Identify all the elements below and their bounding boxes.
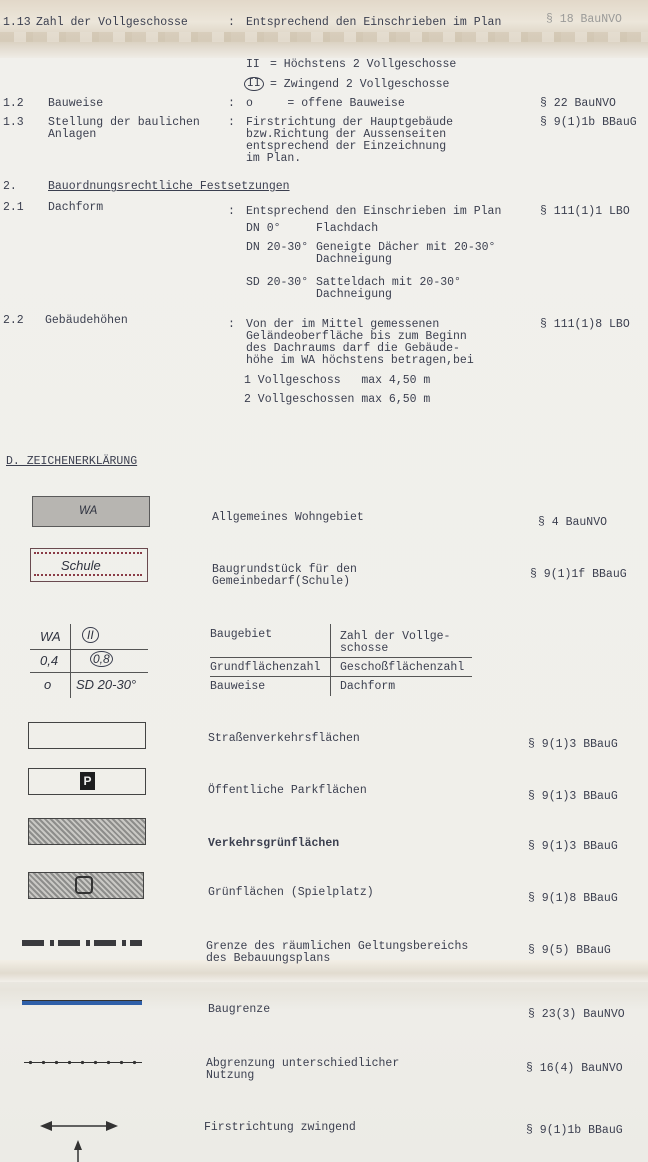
row-1-2-number: 1.2 (3, 97, 24, 110)
baugrenze-reference: § 23(3) BauNVO (528, 1008, 625, 1021)
row-1-13-label: Zahl der Vollgeschosse (36, 16, 188, 29)
schule-symbol-label: Schule (61, 558, 101, 573)
row-1-3-colon: : (228, 116, 235, 129)
baugrenze-line-symbol (22, 1000, 142, 1005)
height-one-storey: 1 Vollgeschoss max 4,50 m (244, 374, 431, 387)
schule-symbol-box (30, 548, 148, 582)
baugrenze-text: Baugrenze (208, 1003, 271, 1016)
nutzungsschablone-matrix (30, 624, 148, 698)
row-2-2-reference: § 111(1)8 LBO (540, 318, 630, 331)
row-2-1-number: 2.1 (3, 201, 24, 214)
abgrenzung-text-line2: Nutzung (206, 1069, 255, 1082)
ii-circle-text: = Zwingend 2 Vollgeschosse (270, 78, 450, 91)
verkehrsgruen-symbol-box (28, 818, 146, 845)
section-2-heading: Bauordnungsrechtliche Festsetzungen (48, 180, 290, 193)
row-2-2-text-line1: Von der im Mittel gemessenen (246, 318, 440, 331)
abgrenzung-line-symbol (24, 1060, 142, 1066)
matrix-grz: 0,4 (40, 653, 59, 668)
park-text: Öffentliche Parkflächen (208, 784, 367, 797)
row-1-13-number: 1.13 (3, 16, 31, 29)
wa-reference: § 4 BauNVO (538, 516, 608, 529)
roof-desc: Geneigte Dächer mit 20-30° (316, 241, 496, 254)
top-fold-strip (0, 0, 648, 58)
abgrenzung-text-line1: Abgrenzung unterschiedlicher (206, 1057, 400, 1070)
row-1-3-label-line1: Stellung der baulichen (48, 116, 200, 129)
geltungsbereich-text-line2: des Bebauungsplans (206, 952, 331, 965)
roof-desc-line2: Dachneigung (316, 288, 392, 301)
table-vollgeschosse-line1: Zahl der Vollge- (340, 630, 451, 643)
table-geschossflaechenzahl: Geschoßflächenzahl (340, 661, 465, 674)
legend-heading: D. ZEICHENERKLÄRUNG (6, 455, 138, 468)
verkehrsgruen-reference: § 9(1)3 BBauG (528, 840, 618, 853)
row-1-13-text: Entsprechend den Einschrieben im Plan (246, 16, 502, 29)
park-reference: § 9(1)3 BBauG (528, 790, 618, 803)
parking-symbol-box (28, 768, 146, 795)
table-baugebiet: Baugebiet (210, 628, 273, 641)
section-2-number: 2. (3, 180, 17, 193)
row-2-2-number: 2.2 (3, 314, 24, 327)
matrix-bauweise: o (44, 677, 52, 692)
parking-icon: P (80, 772, 95, 790)
roof-desc-line2: Dachneigung (316, 253, 392, 266)
matrix-explanation-table (210, 624, 472, 698)
roof-code: DN 20-30° (246, 241, 309, 254)
row-1-13-reference: § 18 BauNVO (546, 13, 622, 26)
matrix-dachform: SD 20-30° (76, 677, 137, 692)
firstrichtung-arrow-icon (40, 1112, 120, 1162)
wa-text: Allgemeines Wohngebiet (212, 511, 364, 524)
geltungsbereich-line-symbol (22, 940, 142, 946)
gruenflaeche-symbol-box (28, 872, 144, 899)
wa-symbol-label: WA (79, 505, 98, 517)
roof-code: DN 0° (246, 222, 281, 235)
matrix-gfz: 0,8 (90, 651, 113, 667)
schule-text-line2: Gemeinbedarf(Schule) (212, 575, 351, 588)
row-1-2-colon: : (228, 97, 235, 110)
row-2-1-text: Entsprechend den Einschrieben im Plan (246, 205, 502, 218)
row-1-3-text-line4: im Plan. (246, 152, 302, 165)
ii-symbol: II (246, 58, 260, 71)
row-1-3-label-line2: Anlagen (48, 128, 97, 141)
table-grundflaechenzahl: Grundflächenzahl (210, 661, 321, 674)
row-2-2-text-line4: höhe im WA höchstens betragen,bei (246, 354, 474, 367)
schule-reference: § 9(1)1f BBauG (530, 568, 627, 581)
table-dachform: Dachform (340, 680, 396, 693)
row-1-2-reference: § 22 BauNVO (540, 97, 616, 110)
row-1-3-text-line1: Firstrichtung der Hauptgebäude (246, 116, 454, 129)
table-vollgeschosse-line2: schosse (340, 642, 389, 655)
row-1-13-colon: : (228, 16, 235, 29)
firstrichtung-reference: § 9(1)1b BBauG (526, 1124, 623, 1137)
row-1-2-label: Bauweise (48, 97, 104, 110)
ii-text: = Höchstens 2 Vollgeschosse (270, 58, 457, 71)
verkehrsgruen-text: Verkehrsgrünflächen (208, 837, 340, 850)
roof-desc: Flachdach (316, 222, 379, 235)
row-2-2-label: Gebäudehöhen (45, 314, 128, 327)
gruenflaeche-text: Grünflächen (Spielplatz) (208, 886, 374, 899)
strasse-symbol-box (28, 722, 146, 749)
row-2-2-text-line2: Geländeoberfläche bis zum Beginn (246, 330, 467, 343)
table-bauweise: Bauweise (210, 680, 266, 693)
geltungsbereich-reference: § 9(5) BBauG (528, 944, 611, 957)
row-2-1-reference: § 111(1)1 LBO (540, 205, 630, 218)
row-1-3-number: 1.3 (3, 116, 24, 129)
matrix-vollgeschosse: II (82, 627, 99, 643)
row-1-2-text: o = offene Bauweise (246, 97, 405, 110)
strasse-text: Straßenverkehrsflächen (208, 732, 360, 745)
schule-text-line1: Baugrundstück für den (212, 563, 357, 576)
geltungsbereich-text-line1: Grenze des räumlichen Geltungsbereichs (206, 940, 469, 953)
wa-symbol-box (32, 496, 150, 527)
abgrenzung-reference: § 16(4) BauNVO (526, 1062, 623, 1075)
row-2-2-colon: : (228, 318, 235, 331)
row-1-3-text-line3: entsprechend der Einzeichnung (246, 140, 447, 153)
gruenflaeche-reference: § 9(1)8 BBauG (528, 892, 618, 905)
roof-code: SD 20-30° (246, 276, 309, 289)
height-two-storeys: 2 Vollgeschossen max 6,50 m (244, 393, 431, 406)
row-1-3-reference: § 9(1)1b BBauG (540, 116, 637, 129)
firstrichtung-text: Firstrichtung zwingend (204, 1121, 356, 1134)
row-2-2-text-line3: des Dachraums darf die Gebäude- (246, 342, 460, 355)
matrix-baugebiet: WA (40, 629, 61, 644)
roof-desc: Satteldach mit 20-30° (316, 276, 461, 289)
ii-circle-symbol: II (244, 77, 264, 91)
row-2-1-label: Dachform (48, 201, 104, 214)
row-1-3-text-line2: bzw.Richtung der Aussenseiten (246, 128, 447, 141)
playground-icon (75, 876, 93, 894)
strasse-reference: § 9(1)3 BBauG (528, 738, 618, 751)
row-2-1-colon: : (228, 205, 235, 218)
